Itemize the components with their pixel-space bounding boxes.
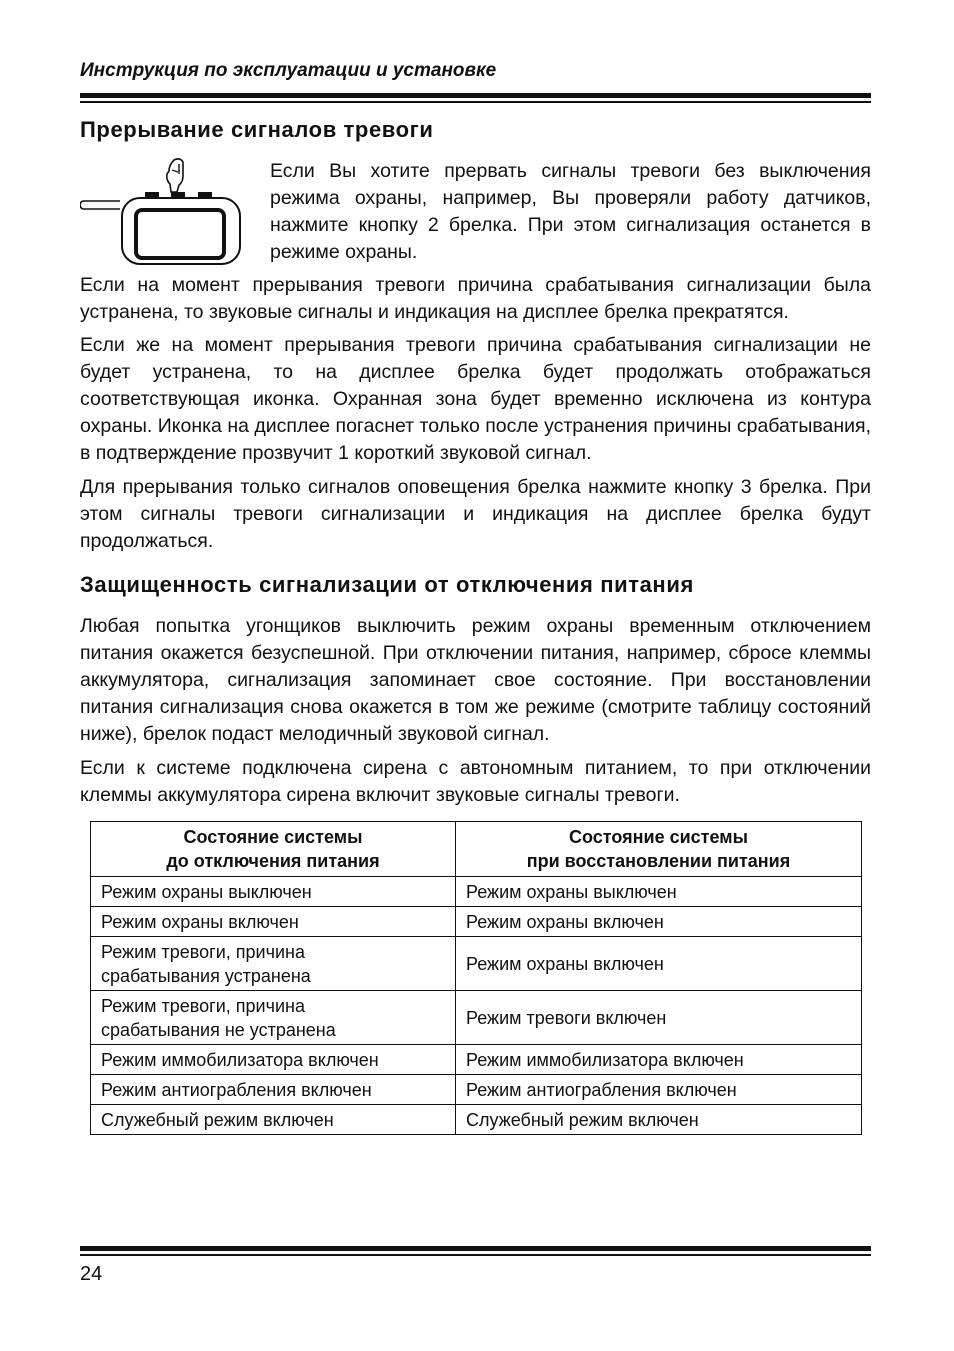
power-protection-paragraph-2: Если к системе подключена сирена с автономным питанием, то при отключении клеммы аккумулятора сирена включит звуковые сигналы тревоги. bbox=[80, 757, 871, 806]
state-after-cell: Служебный режим включен bbox=[456, 1105, 862, 1135]
column-header-before-line1: Состояние системы bbox=[183, 827, 363, 847]
key-fob-press-button-icon bbox=[80, 156, 250, 266]
section-heading-alarm-interrupt: Прерывание сигналов тревоги bbox=[80, 117, 434, 142]
state-before-cell: Режим иммобилизатора включен bbox=[91, 1045, 456, 1075]
page-number: 24 bbox=[80, 1263, 103, 1285]
table-row bbox=[91, 877, 862, 907]
section-heading-power-protection: Защищенность сигнализации от отключения питания bbox=[80, 572, 694, 597]
state-after-cell: Режим охраны включен bbox=[456, 907, 862, 937]
footer-rule-thin bbox=[80, 1254, 871, 1256]
state-after-cell: Режим охраны включен bbox=[456, 937, 862, 991]
state-before-cell bbox=[91, 991, 456, 1045]
column-header-after-line2: при восстановлении питания bbox=[526, 851, 791, 871]
column-header-before-line2: до отключения питания bbox=[166, 851, 380, 871]
state-after-cell: Режим тревоги включен bbox=[456, 991, 862, 1045]
system-state-table bbox=[90, 821, 862, 1135]
state-before-cell: Режим охраны включен bbox=[91, 907, 456, 937]
alarm-interrupt-paragraph-3: Для прерывания только сигналов оповещения брелка нажмите кнопку 3 брелка. При этом сигналы тревоги сигнализации и индикация на дисплее брелка будут продолжаться. bbox=[80, 476, 871, 552]
state-after-cell: Режим иммобилизатора включен bbox=[456, 1045, 862, 1075]
alarm-interrupt-intro: Если Вы хотите прервать сигналы тревоги без выключения режима охраны, например, Вы проверяли работу датчиков, нажмите кнопку 2 брелка. При этом сигнализация останется в режиме охраны. bbox=[270, 160, 871, 263]
alarm-interrupt-paragraph-1: Если на момент прерывания тревоги причина срабатывания сигнализации была устранена, то звуковые сигналы и индикация на дисплее брелка прекратятся. bbox=[80, 274, 871, 323]
header-rule-thick bbox=[80, 93, 871, 98]
state-before-cell: Служебный режим включен bbox=[91, 1105, 456, 1135]
column-header-after-line1: Состояние системы bbox=[569, 827, 748, 847]
state-before-line2: срабатывания не устранена bbox=[101, 1019, 336, 1040]
table-row bbox=[91, 1045, 862, 1075]
state-before-line1: Режим тревоги, причина bbox=[101, 995, 305, 1016]
state-before-cell: Режим охраны выключен bbox=[91, 877, 456, 907]
column-header-after bbox=[456, 822, 862, 877]
document-header: Инструкция по эксплуатации и установке bbox=[80, 60, 497, 81]
state-after-cell: Режим охраны выключен bbox=[456, 877, 862, 907]
power-protection-paragraph-1: Любая попытка угонщиков выключить режим охраны временным отключением питания окажется безуспешной. При отключении питания, например, сбросе клеммы аккумулятора, сигнализация запоминает свое состояние. При восстановлении питания сигнализация снова окажется в том же режиме (смотрите таблицу состояний ниже), брелок подаст мелодичный звуковой сигнал. bbox=[80, 615, 871, 745]
table-header-row bbox=[91, 822, 862, 877]
state-before-line2: срабатывания устранена bbox=[101, 965, 311, 986]
state-before-cell bbox=[91, 937, 456, 991]
footer-rule-thick bbox=[80, 1246, 871, 1251]
table-row bbox=[91, 1105, 862, 1135]
table-row bbox=[91, 937, 862, 991]
state-after-cell: Режим антиограбления включен bbox=[456, 1075, 862, 1105]
state-before-line1: Режим тревоги, причина bbox=[101, 941, 305, 962]
state-before-cell: Режим антиограбления включен bbox=[91, 1075, 456, 1105]
header-rule-thin bbox=[80, 101, 871, 103]
alarm-interrupt-paragraph-2: Если же на момент прерывания тревоги причина срабатывания сигнализации не будет устранена, то на дисплее брелка будет продолжать отображаться соответствующая иконка. Охранная зона будет временно исключена из контура охраны. Иконка на дисплее погаснет только после устранения причины срабатывания, в подтверждение прозвучит 1 короткий звуковой сигнал. bbox=[80, 334, 871, 464]
table-row bbox=[91, 1075, 862, 1105]
table-row bbox=[91, 991, 862, 1045]
column-header-before bbox=[91, 822, 456, 877]
table-row bbox=[91, 907, 862, 937]
